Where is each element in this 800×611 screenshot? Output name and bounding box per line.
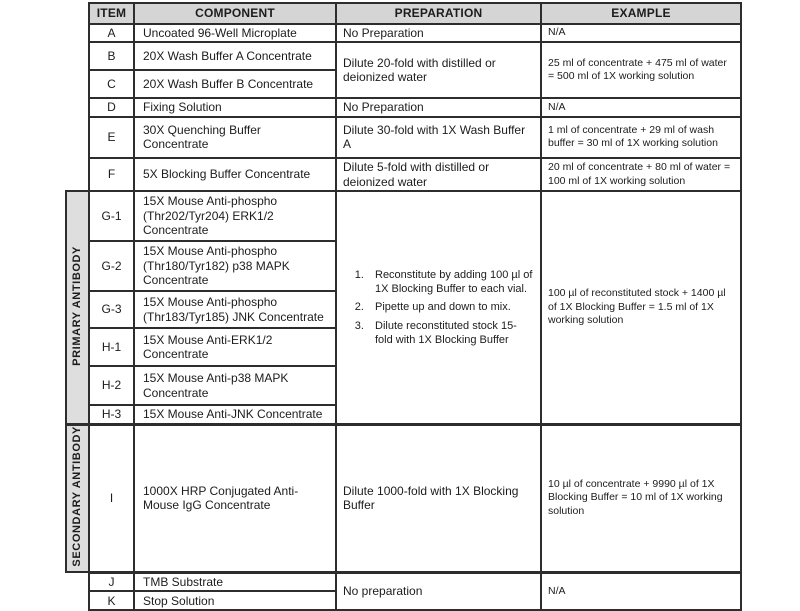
component-cell-c: 20X Wash Buffer B Concentrate — [134, 70, 336, 98]
column-header-preparation: PREPARATION — [336, 3, 541, 24]
example-cell-a: N/A — [541, 24, 741, 43]
primary-antibody-label: PRIMARY ANTIBODY — [70, 245, 83, 366]
item-cell-f: F — [89, 158, 134, 191]
component-cell-g2: 15X Mouse Anti-phospho (Thr180/Tyr182) p38 MAPK Concentrate — [134, 241, 336, 291]
spacer-cell — [66, 572, 89, 591]
component-cell-b: 20X Wash Buffer A Concentrate — [134, 42, 336, 70]
item-cell-c: C — [89, 70, 134, 98]
component-cell-i: 1000X HRP Conjugated Anti-Mouse IgG Concentrate — [134, 424, 336, 572]
example-cell-d: N/A — [541, 98, 741, 117]
example-cell-i: 10 µl of concentrate + 9990 µl of 1X Blocking Buffer = 10 ml of 1X working solution — [541, 424, 741, 572]
table-row-a — [66, 24, 741, 43]
component-cell-g1: 15X Mouse Anti-phospho (Thr202/Tyr204) ERK1/2 Concentrate — [134, 191, 336, 241]
example-cell-primary-merged: 100 µl of reconstituted stock + 1400 µl of 1X Blocking Buffer = 1.5 ml of 1X working solution — [541, 191, 741, 424]
table-row-g1 — [66, 191, 741, 241]
example-cell-f: 20 ml of concentrate + 80 ml of water = 100 ml of 1X working solution — [541, 158, 741, 191]
item-cell-a: A — [89, 24, 134, 43]
item-cell-k: K — [89, 591, 134, 610]
table-row-f — [66, 158, 741, 191]
component-cell-k: Stop Solution — [134, 591, 336, 610]
item-cell-g1: G-1 — [89, 191, 134, 241]
component-cell-j: TMB Substrate — [134, 572, 336, 591]
component-cell-a: Uncoated 96-Well Microplate — [134, 24, 336, 43]
preparation-step-2: 2. Pipette up and down to mix. — [367, 300, 534, 314]
item-cell-d: D — [89, 98, 134, 117]
item-cell-h3: H-3 — [89, 405, 134, 424]
component-cell-d: Fixing Solution — [134, 98, 336, 117]
preparation-cell-d: No Preparation — [336, 98, 541, 117]
item-cell-h1: H-1 — [89, 328, 134, 366]
item-cell-g2: G-2 — [89, 241, 134, 291]
spacer-cell — [66, 42, 89, 70]
preparation-cell-bc-merged: Dilute 20-fold with distilled or deionized water — [336, 42, 541, 98]
document-page — [0, 2, 800, 608]
example-cell-bc-merged: 25 ml of concentrate + 475 ml of water = 500 ml of 1X working solution — [541, 42, 741, 98]
item-cell-i: I — [89, 424, 134, 572]
spacer-cell — [66, 70, 89, 98]
column-header-item: ITEM — [89, 3, 134, 24]
column-header-component: COMPONENT — [134, 3, 336, 24]
component-cell-f: 5X Blocking Buffer Concentrate — [134, 158, 336, 191]
spacer-cell — [66, 24, 89, 43]
item-cell-e: E — [89, 117, 134, 158]
preparation-cell-e: Dilute 30-fold with 1X Wash Buffer A — [336, 117, 541, 158]
item-cell-g3: G-3 — [89, 291, 134, 328]
kit-components-table — [65, 2, 742, 611]
component-cell-g3: 15X Mouse Anti-phospho (Thr183/Tyr185) JNK Concentrate — [134, 291, 336, 328]
preparation-cell-i: Dilute 1000-fold with 1X Blocking Buffer — [336, 424, 541, 572]
column-header-example: EXAMPLE — [541, 3, 741, 24]
table-row-j — [66, 572, 741, 591]
spacer-cell — [66, 117, 89, 158]
preparation-steps-list — [343, 268, 534, 347]
spacer-cell — [66, 158, 89, 191]
section-label-secondary-antibody — [66, 424, 89, 572]
preparation-step-3: 3. Dilute reconstituted stock 15-fold with 1X Blocking Buffer — [367, 319, 534, 348]
header-row — [66, 3, 741, 24]
component-cell-h1: 15X Mouse Anti-ERK1/2 Concentrate — [134, 328, 336, 366]
item-cell-b: B — [89, 42, 134, 70]
section-label-primary-antibody — [66, 191, 89, 424]
example-cell-jk-merged: N/A — [541, 572, 741, 610]
component-cell-h2: 15X Mouse Anti-p38 MAPK Concentrate — [134, 366, 336, 405]
spacer-cell — [66, 3, 89, 24]
item-cell-h2: H-2 — [89, 366, 134, 405]
secondary-antibody-label: SECONDARY ANTIBODY — [70, 426, 83, 567]
preparation-cell-f: Dilute 5-fold with distilled or deionized water — [336, 158, 541, 191]
spacer-cell — [66, 98, 89, 117]
table-row-i — [66, 424, 741, 572]
spacer-cell — [66, 591, 89, 610]
preparation-cell-primary-merged — [336, 191, 541, 424]
preparation-cell-a: No Preparation — [336, 24, 541, 43]
preparation-cell-jk-merged: No preparation — [336, 572, 541, 610]
table-row-d — [66, 98, 741, 117]
table-row-b — [66, 42, 741, 70]
component-cell-e: 30X Quenching Buffer Concentrate — [134, 117, 336, 158]
component-cell-h3: 15X Mouse Anti-JNK Concentrate — [134, 405, 336, 424]
table-row-e — [66, 117, 741, 158]
preparation-step-1: 1. Reconstitute by adding 100 µl of 1X Blocking Buffer to each vial. — [367, 268, 534, 297]
item-cell-j: J — [89, 572, 134, 591]
example-cell-e: 1 ml of concentrate + 29 ml of wash buffer = 30 ml of 1X working solution — [541, 117, 741, 158]
